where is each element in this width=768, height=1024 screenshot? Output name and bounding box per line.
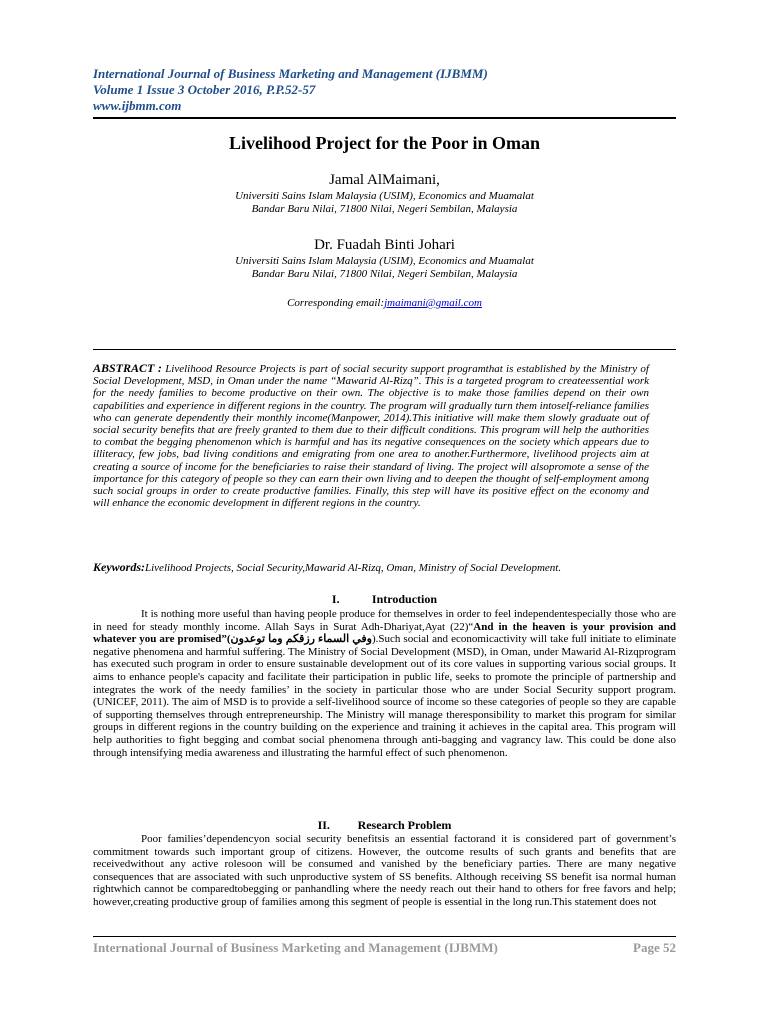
- section-heading-introduction: [93, 592, 676, 606]
- author-block-2: [93, 236, 676, 281]
- section-number: I.: [331, 592, 340, 606]
- footer-divider: [93, 936, 676, 937]
- author-affiliation: Universiti Sains Islam Malaysia (USIM), Economics and Muamalat: [235, 190, 534, 202]
- paragraph-text: ).Such social and economicactivity will take full initiate to eliminate negative phenomena and harmful suffering. The Ministry of Social Development (MSD), in Oman, under Mawarid Al-Rizqprogram has executed such program in order to ensure sustainable development out of its core values in supporting various social groups. It aims to enhance people's capacity and facilitate their participation in public life, seeks to promote the principle of partnership and integrates the work of the needy families’ in the society in particular those who are under Social Security support program.(UNICEF, 2011). The aim of MSD is to provide a self-livelihood source of income so these categories of people so they are capable of supporting themselves through entrepreneurship. The Ministry will manage theresponsibility to market this program for similar groups in different regions in the country building on the experience and training it achieves in the capital area. This program will help authorities to fight begging and combat social phenomena through anti-bagging and vagrancy law. This could be done also through intensifying media awareness and illustrating the harmful effect of such phenomenon.: [93, 633, 676, 759]
- journal-name: International Journal of Business Marketing and Management (IJBMM): [93, 66, 488, 81]
- section-number: II.: [317, 818, 330, 832]
- journal-volume: Volume 1 Issue 3 October 2016, P.P.52-57: [93, 82, 316, 97]
- arabic-verse: وفي السماء رزقكم وما توعدون: [230, 633, 372, 646]
- author-affiliation-address: Bandar Baru Nilai, 71800 Nilai, Negeri Sembilan, Malaysia: [251, 268, 518, 280]
- corresponding-email: [93, 297, 676, 310]
- paper-title: Livelihood Project for the Poor in Oman: [229, 133, 540, 153]
- section-heading-research-problem: [93, 818, 676, 832]
- author-affiliation-address: Bandar Baru Nilai, 71800 Nilai, Negeri Sembilan, Malaysia: [251, 203, 518, 215]
- journal-header: [93, 66, 693, 114]
- keywords-label: Keywords:: [93, 560, 145, 574]
- verse-close: ”(: [221, 633, 231, 646]
- research-problem-body: [93, 833, 676, 909]
- abstract-divider: [93, 349, 676, 350]
- author-affiliation: Universiti Sains Islam Malaysia (USIM), Economics and Muamalat: [235, 255, 534, 267]
- header-divider: [93, 117, 676, 119]
- introduction-body: [93, 608, 676, 759]
- email-link[interactable]: jmaimani@gmail.com: [384, 297, 482, 309]
- keywords: [93, 560, 676, 575]
- author-name: Dr. Fuadah Binti Johari: [314, 237, 455, 253]
- paragraph: [93, 608, 676, 759]
- section-title: Introduction: [371, 592, 438, 606]
- abstract-label: ABSTRACT :: [93, 361, 162, 375]
- author-block-1: [93, 171, 676, 216]
- section-title: Research Problem: [357, 818, 452, 832]
- footer-journal-name: International Journal of Business Marketing and Management (IJBMM): [93, 940, 498, 955]
- paragraph-text: It is nothing more useful than having people produce for themselves in order to feel independentespecially those who are in need for steady monthly income. Allah Says in Surat Adh-Dhariyat,Ayat (22)“: [93, 608, 676, 633]
- keywords-text: Livelihood Projects, Social Security,Mawarid Al-Rizq, Oman, Ministry of Social Development.: [145, 562, 562, 574]
- page-number: Page 52: [633, 940, 676, 955]
- email-label: Corresponding email:: [287, 297, 385, 309]
- quran-verse: And in the heaven is your provision and whatever you are promised: [93, 620, 677, 646]
- abstract-text: Livelihood Resource Projects is part of social security support programthat is established by the Ministry of Social Development, MSD, in Oman under the name “Mawarid Al-Rizq”. This is a targeted program to createessential work for the needy families to become productive on their own. The objective is to make those families depend on their own capabilities and experience in different regions in the country. The program will gradually turn them intoself-reliance families who can generate dependently their monthly income(Manpower, 2014).This initiative will make them slowly graduate out of social security benefits that are freely granted to them due to their difficult conditions. This program will help the authorities to combat the begging phenomenon which is harmful and has its negative consequences on the society which appears due to illiteracy, few jobs, bad living conditions and emigrating from one area to another.Furthermore, livelihood projects aim at creating a source of income for the beneficiaries to raise their standard of living. The project will alsopromote a sense of the importance for this category of people so they can earn their own living and to deepen the thought of self-employment among such social groups in order to create productive families. Finally, this step will have its positive effect on the economy and will enhance the economic development in different regions in the country.: [93, 363, 649, 510]
- journal-website[interactable]: www.ijbmm.com: [93, 98, 182, 113]
- abstract: [93, 362, 649, 509]
- author-name: Jamal AlMaimani,: [329, 172, 440, 188]
- paragraph: Poor families’dependencyon social security benefitsis an essential factorand it is considered part of government’s commitment towards such important group of citizens. However, the outcome results of such grants and benefits that are receivedwithout any active rolesoon will be consumed and vanished by the beneficiary parties. There are many negative consequences that are associated with such unproductive system of SS benefits. Although receiving SS benefit isa normal human rightwhich cannot be comparedtobegging or panhandling where the needy reach out their hand to others for free favors and help; however,creating productive group of families among this segment of people is essential in the long run.This statement does not: [93, 833, 676, 908]
